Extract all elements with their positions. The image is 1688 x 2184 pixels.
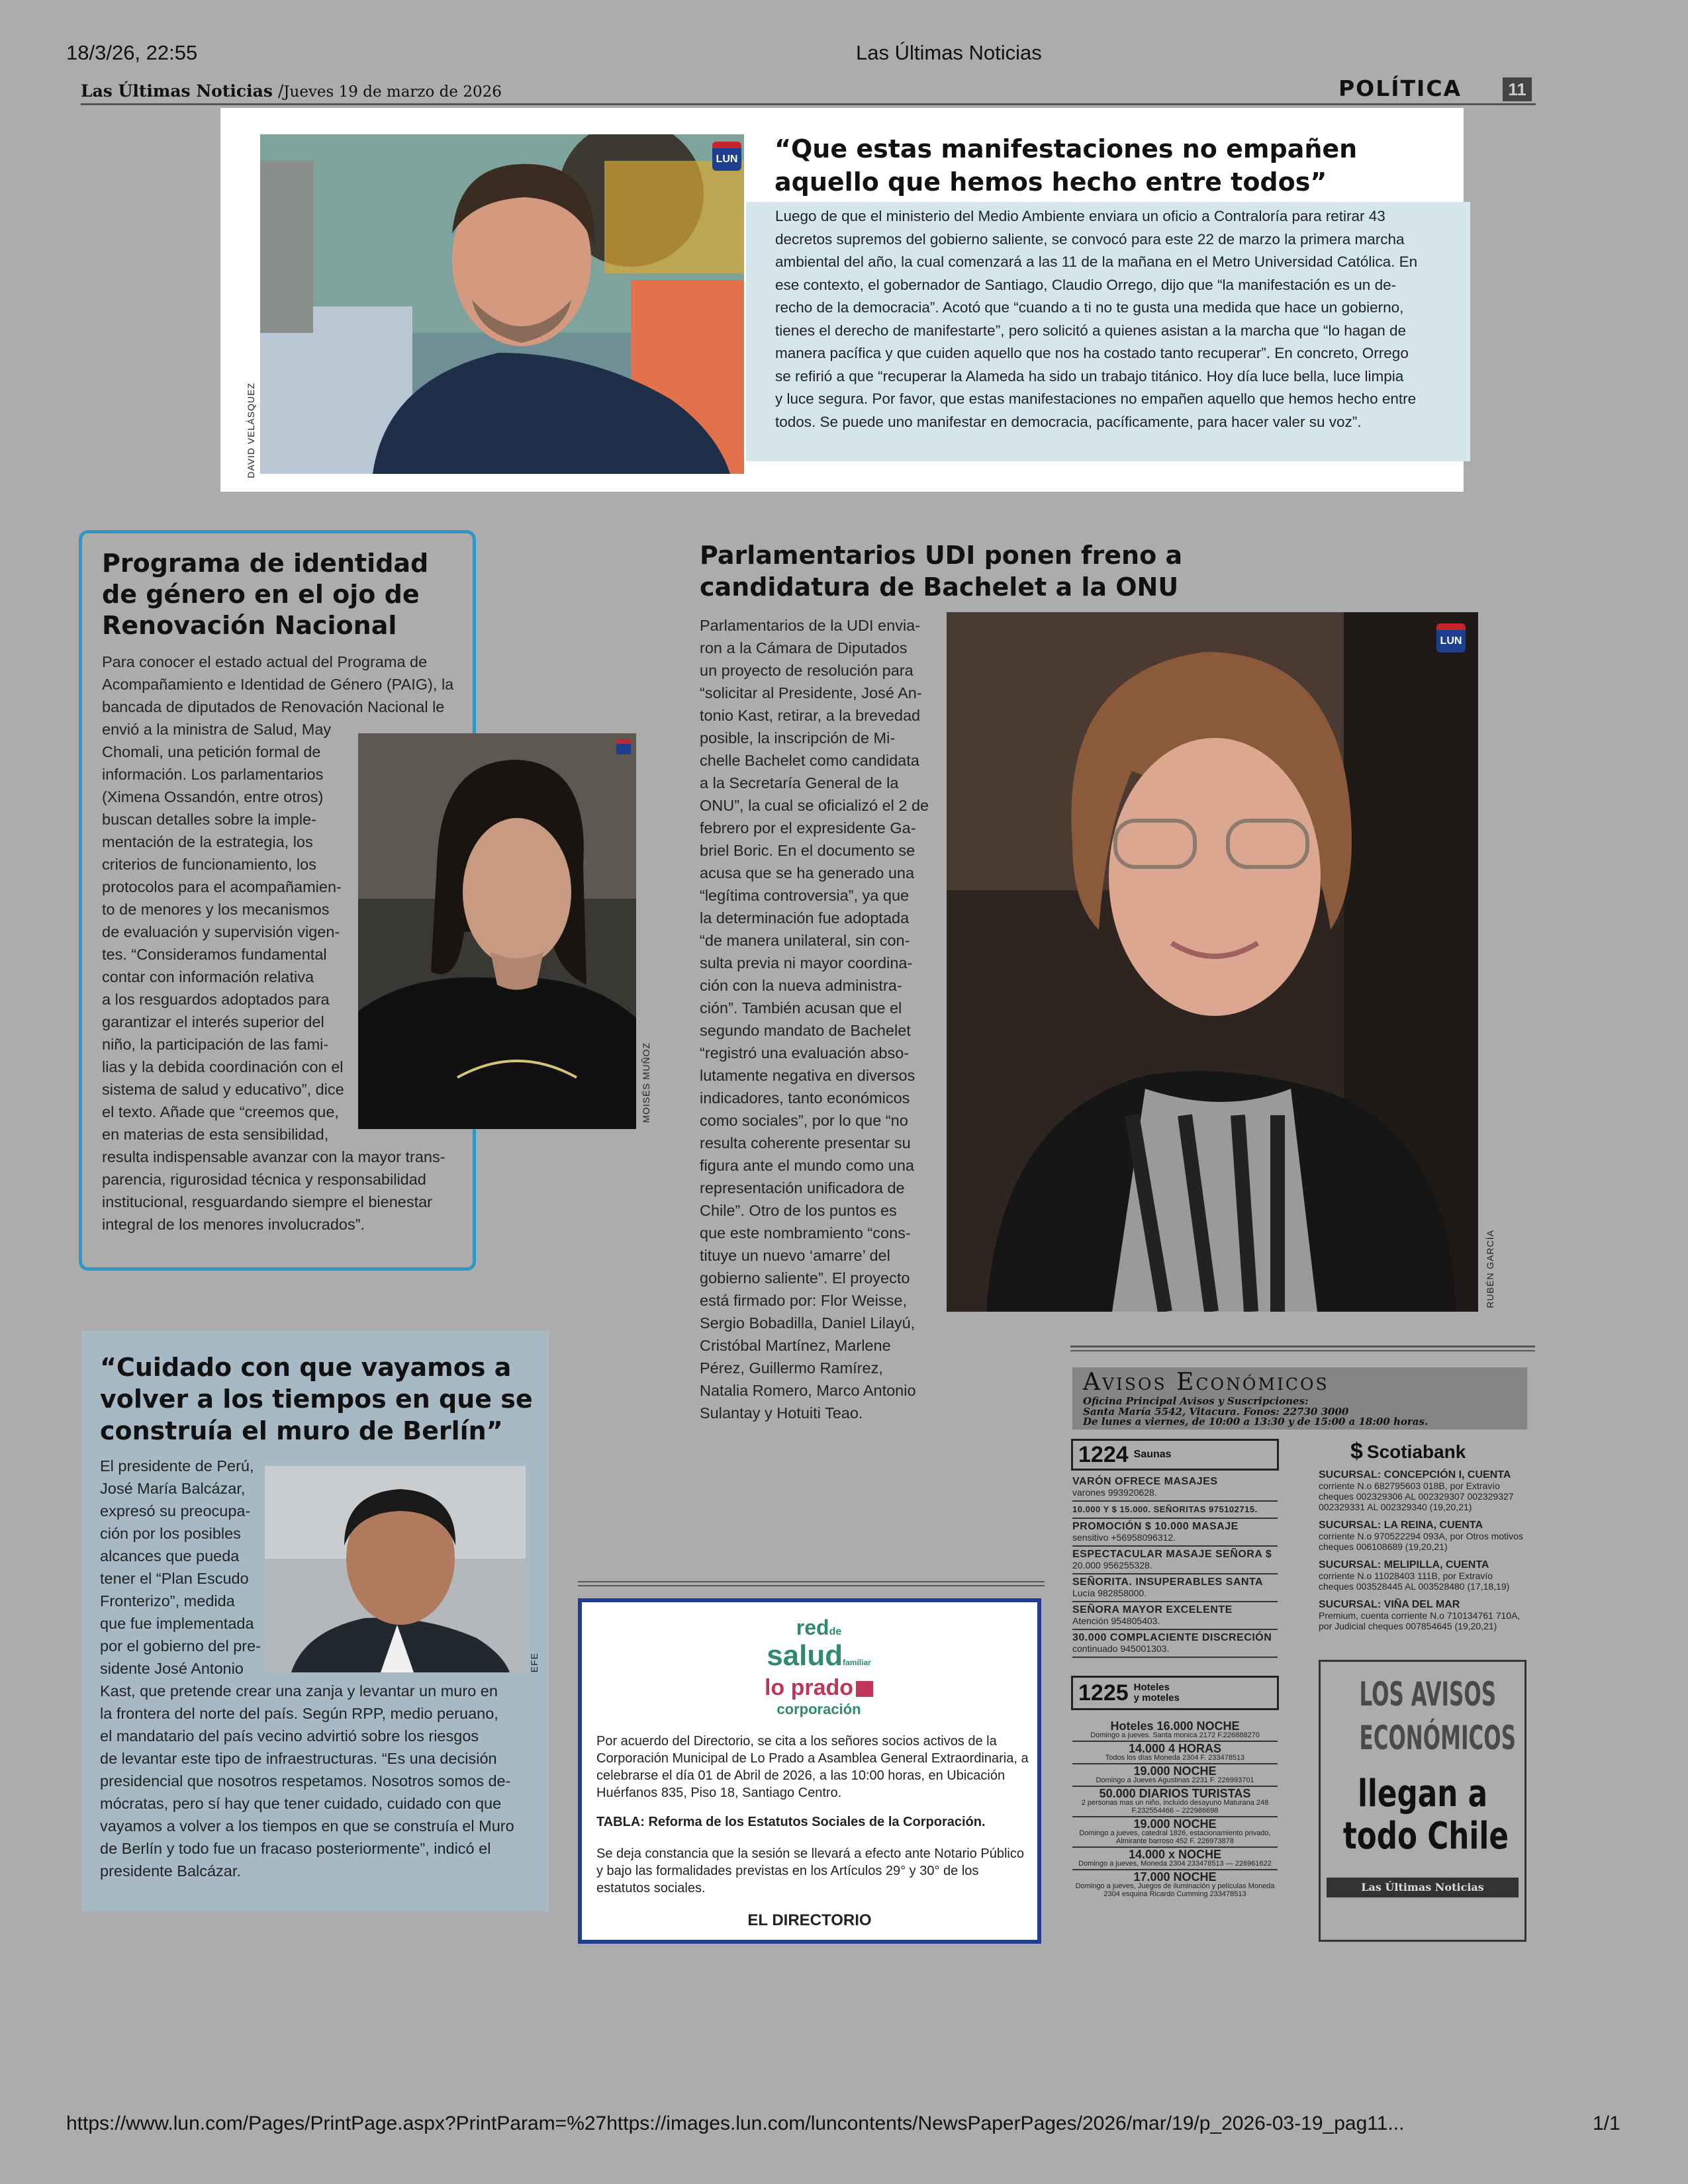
- notice-paragraph-2: Se deja constancia que la sesión se llevará a efecto ante Notario Público y bajo las formalidades previstas en los Artículos 29° y 30° de los estatutos sociales.: [596, 1846, 1024, 1895]
- classifieds-promo: [1319, 1660, 1526, 1942]
- udi-body: Parlamentarios de la UDI envia- ron a la Cámara de Diputados un proyecto de resolución para “solicitar al Presidente, José An- tonio Kast, retirar, a la brevedad posible, la inscripción de Mi- chelle Bachelet como candidata a la Secretaría General de la ONU”, la cual se oficializó el 2 de febrero por el expresidente Ga- briel Boric. En el documento se acusa que se ha generado una “legítima controversia”, ya que la determinación fue adoptada “de manera unilateral, sin con- sulta previa ni mayor coordina- ción con la nueva administra- ción”. También acusan que el segundo mandato de Bachelet “registró una evaluación abso- lutamente negativa en diversos indicadores, tanto económicos como sociales”, por lo que “no resulta coherente presentar su figura ante el mundo como una representación unificadora de Chile”. Otro de los puntos es que este nombramiento “cons- tituye un nuevo ‘amarre’ del gobierno saliente”. El proyecto está firmado por: Flor Weisse, Sergio Bobadilla, Daniel Lilayú, Cristóbal Martínez, Marlene Pérez, Guillermo Ramírez, Natalia Romero, Marco Antonio Sulantay y Hotuiti Teao.: [700, 617, 929, 1422]
- print-datetime: 18/3/26, 22:55: [66, 41, 198, 64]
- rn-photo: [358, 733, 636, 1129]
- peru-body-wide: Kast, que pretende crear una zanja y levantar un muro en la frontera del norte del país. Según RPP, medio peruano, el mandatario del país vecino advirtió sobre los riesgos de levantar este tipo de infraestructuras. “Es una decisión presidencial que nosotros respetamos. Nosotros somos de- mócratas, pero sí hay que tener cuidado, cuidado con que vayamos a volver a los tiempos en que se construía el Muro de Berlín y todo fue un fracaso posteriormente”, indicó el presidente Balcázar.: [100, 1682, 514, 1880]
- promo-line-2: ECONÓMICOS: [1359, 1719, 1516, 1757]
- notice-paragraph-1: Por acuerdo del Directorio, se cita a los señores socios activos de la Corporación Municipal de Lo Prado a Asamblea General Extraordinaria, a celebrarse el día 01 de Abril de 2026, a las 10:00 horas, en Ubicación Huérfanos 835, Piso 18, Santiago Centro.: [596, 1734, 1029, 1800]
- list-item: PROMOCIÓN $ 10.000 MASAJE sensitivo +56958096312.: [1072, 1519, 1278, 1547]
- notice-tabla: TABLA: Reforma de los Estatutos Sociales de la Corporación.: [596, 1815, 986, 1829]
- notice-rule-top-2: [578, 1585, 1045, 1586]
- scotiabank-s-icon: $: [1350, 1439, 1363, 1464]
- classifieds-subtitle: Oficina Principal Avisos y Suscripciones:: [1083, 1395, 1309, 1407]
- classifieds-rule-2: [1070, 1350, 1535, 1351]
- udi-headline: Parlamentarios UDI ponen freno a candidatura de Bachelet a la ONU: [700, 541, 1183, 602]
- bachelet-photo-credit: RUBÉN GARCÍA: [1485, 1230, 1495, 1308]
- lo-prado-notice: [578, 1598, 1041, 1944]
- list-item: SUCURSAL: CONCEPCIÓN I, CUENTA corriente N.o 682795603 018B, por Extravío cheques 002329306 AL 002329307 002329327 002329331 AL 002329340 (19,20,21): [1319, 1469, 1514, 1512]
- list-item: SEÑORITA. INSUPERABLES SANTA Lucía 982858000.: [1072, 1574, 1278, 1602]
- hotel-ads: [1072, 1719, 1278, 1899]
- sauna-category: 1224 Saunas: [1071, 1439, 1279, 1471]
- masthead-paper: Las Últimas Noticias: [81, 81, 273, 101]
- list-item: 30.000 COMPLACIENTE DISCRECIÓN continuado 945001303.: [1072, 1630, 1278, 1658]
- masthead-date: Jueves 19 de marzo de 2026: [283, 83, 502, 101]
- red-salud-logo: redde saludfamiliar lo prado corporación: [753, 1617, 885, 1716]
- list-item: Hoteles 16.000 NOCHE Domingo a jueves. Santa monica 2172 F.226888270: [1072, 1719, 1278, 1742]
- print-page-title: Las Últimas Noticias: [856, 41, 1042, 64]
- print-page-count: 1/1: [1593, 2113, 1620, 2134]
- rn-body-top: Para conocer el estado actual del Programa de Acompañamiento e Identidad de Género (PAIG), la bancada de diputados de Renovación Nacional le: [102, 653, 454, 715]
- rn-body-bottom: resulta indispensable avanzar con la mayor trans- parencia, rigurosidad técnica y responsabilidad institucional, resguardando siempre el bienestar integral de los menores involucrados”.: [102, 1148, 445, 1233]
- list-item: SUCURSAL: VIÑA DEL MAR Premium, cuenta corriente N.o 710134761 710A, por Judicial cheques 007854645 (19,20,21): [1319, 1599, 1521, 1631]
- lun-logo-icon: LUN: [712, 142, 741, 171]
- list-item: SUCURSAL: MELIPILLA, CUENTA corriente N.o 11028403 111B, por Extravío cheques 003528445 AL 003528480 (17,18,19): [1319, 1559, 1510, 1592]
- rn-photo-credit: MOISÉS MUÑOZ: [641, 1042, 651, 1123]
- print-url: https://www.lun.com/Pages/PrintPage.aspx?PrintParam=%27https://images.lun.com/luncontents/NewsPaperPages/2026/mar/19/p_2026-03-19_pag11...: [66, 2113, 1405, 2134]
- promo-line-1: LOS AVISOS: [1359, 1675, 1497, 1713]
- orrego-headline: “Que estas manifestaciones no empañen aquello que hemos hecho entre todos”: [774, 134, 1358, 197]
- orrego-body: Luego de que el ministerio del Medio Ambiente enviara un oficio a Contraloría para retirar 43 decretos supremos del gobierno saliente, se convocó para este 22 de marzo la primera marcha ambiental del año, la cual comenzará a las 11 de la mañana en el Metro Universidad Católica. En ese contexto, el gobernador de Santiago, Claudio Orrego, dijo que “la manifestación es un de- recho de la democracia”. Acotó que “cuando a ti no te gusta una medida que hace un gobierno, tienes el derecho de manifestarte”, pero solicitó a quienes asistan a la marcha que “lo hagan de manera pacífica y que cuiden aquello que nos ha costado tanto recuperar”. En concreto, Orrego se refirió a que “recuperar la Alameda ha sido un trabajo titánico. Hoy día luce bella, luce limpia y luce segura. Por favor, que estas manifestaciones no empañen aquello que hemos hecho entre todos. Se puede uno manifestar en democracia, pacíficamente, para hacer valer su voz”.: [775, 208, 1418, 430]
- lun-small-icon: [616, 740, 631, 754]
- promo-line-3: llegan a: [1357, 1772, 1488, 1815]
- orrego-photo: [260, 134, 744, 474]
- list-item: 14.000 x NOCHE Domingo a jueves, Moneda 2304 233478513 — 226961622: [1072, 1848, 1278, 1870]
- lun-logo-icon: LUN: [1436, 623, 1466, 653]
- promo-paper: Las Últimas Noticias: [1327, 1878, 1519, 1897]
- balcazar-photo: [265, 1466, 526, 1672]
- peru-headline: “Cuidado con que vayamos a volver a los tiempos en que se construía el muro de Berlín”: [100, 1353, 533, 1445]
- rn-headline: Programa de identidad de género en el ojo de Renovación Nacional: [102, 549, 429, 640]
- scotiabank-ads: [1319, 1466, 1526, 1635]
- classifieds-rule-1: [1070, 1345, 1535, 1347]
- bachelet-photo: [947, 612, 1478, 1312]
- list-item: VARÓN OFRECE MASAJES varones 993920628.: [1072, 1474, 1278, 1502]
- classifieds-hours: De lunes a viernes, de 10:00 a 13:30 y de 15:00 a 18:00 horas.: [1083, 1416, 1429, 1428]
- orrego-photo-credit: DAVID VELÁSQUEZ: [246, 383, 256, 478]
- masthead-rule: [81, 103, 1536, 105]
- list-item: SEÑORA MAYOR EXCELENTE Atención 954805403.: [1072, 1602, 1278, 1630]
- list-item: 17.000 NOCHE Domingo a jueves, Juegos de iluminación y películas Moneda 2304 esquina Ricardo Cumming 233478513: [1075, 1870, 1275, 1898]
- list-item: 19.000 NOCHE Domingo a jueves, catedral 1826, estacionamiento privado, Almirante barroso 452 F. 226973878: [1072, 1817, 1278, 1848]
- sauna-ads: [1072, 1474, 1278, 1658]
- hotel-category: 1225 Hoteles y moteles: [1071, 1676, 1279, 1710]
- notice-rule-top-1: [578, 1581, 1045, 1582]
- promo-line-4: todo Chile: [1342, 1815, 1509, 1858]
- classifieds-header: [1072, 1367, 1527, 1430]
- classifieds-address: Santa María 5542, Vitacura. Fonos: 22730 3000: [1083, 1406, 1349, 1418]
- list-item: ESPECTACULAR MASAJE SEÑORA $ 20.000 956255328.: [1072, 1547, 1278, 1574]
- scotiabank-logo: $ Scotiabank: [1350, 1439, 1466, 1464]
- classifieds-title: Avisos Económicos: [1083, 1369, 1329, 1396]
- rn-body-narrow: envió a la ministra de Salud, May Chomali, una petición formal de información. Los parlamentarios (Ximena Ossandón, entre otros) buscan detalles sobre la imple- mentación de la estrategia, los criterios de funcionamiento, los protocolos para el acompañamien- to de menores y los mecanismos de evaluación y supervisión vigen- tes. “Consideramos fundamental contar con información relativa a los resguardos adoptados para garantizar el interés superior del niño, la participación de las fami- lias y la debida coordinación con el sistema de salud y educativo”, dice el texto. Añade que “creemos que, en materias de esta sensibilidad,: [102, 721, 344, 1143]
- peru-body-narrow: El presidente de Perú, José María Balcázar, expresó su preocupa- ción por los posibles alcances que pueda tener el “Plan Escudo Fronterizo”, medida que fue implementada por el gobierno del pre- sidente José Antonio: [100, 1457, 261, 1677]
- masthead-separator: /: [277, 81, 284, 101]
- list-item: SUCURSAL: LA REINA, CUENTA corriente N.o 970522294 093A, por Otros motivos cheques 006108689 (19,20,21): [1319, 1520, 1523, 1552]
- list-item: 19.000 NOCHE Domingo a Jueves Agustinas 2231 F. 226993701: [1072, 1764, 1278, 1787]
- list-item: 14.000 4 HORAS Todos los días Moneda 2304 F. 233478513: [1072, 1742, 1278, 1764]
- section-title: POLÍTICA: [1338, 75, 1462, 101]
- list-item: 50.000 DIARIOS TURISTAS 2 personas mas un niño, incluido desayuno Maturana 248 F.232554466 – 222986698: [1072, 1787, 1278, 1817]
- masthead: [81, 81, 502, 101]
- page-number-badge: 11: [1503, 77, 1532, 101]
- list-item: 10.000 Y $ 15.000. SEÑORITAS 975102715.: [1072, 1502, 1278, 1519]
- balcazar-photo-credit: EFE: [529, 1653, 539, 1673]
- notice-signature: EL DIRECTORIO: [747, 1911, 872, 1929]
